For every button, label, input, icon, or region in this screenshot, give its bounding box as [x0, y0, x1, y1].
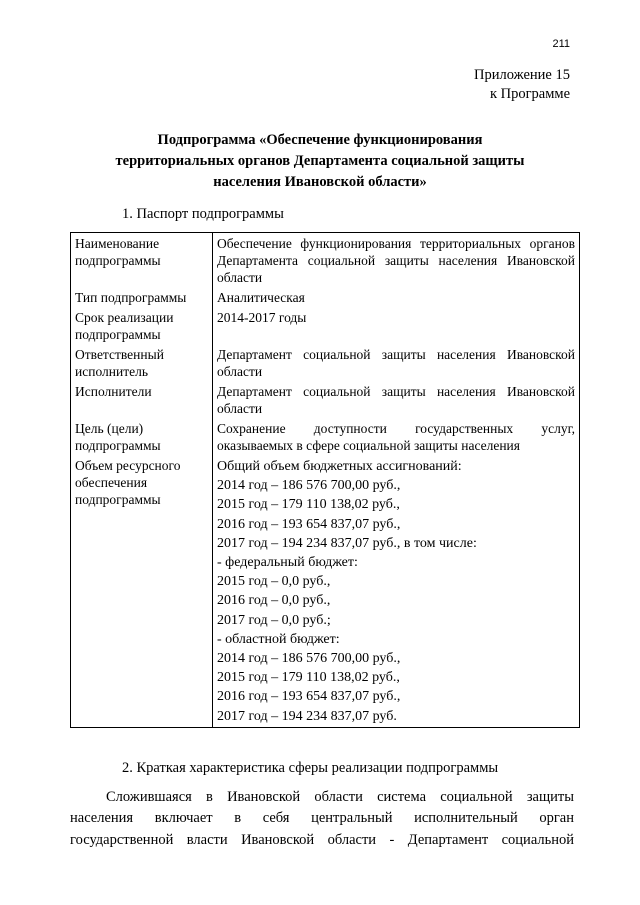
label-line: подпрограммы	[75, 327, 161, 342]
subprogram-title	[70, 130, 570, 193]
appendix-line-2: к Программе	[489, 86, 570, 102]
appendix-line-1: Приложение 15	[474, 67, 570, 83]
label-line: Ответственный	[75, 347, 164, 362]
table-row	[71, 455, 580, 727]
label-line: подпрограммы	[75, 492, 161, 507]
appendix-reference	[474, 66, 570, 104]
table-row	[71, 233, 580, 288]
funding-line: 2015 год – 179 110 138,02 руб.,	[217, 670, 400, 686]
table-row	[71, 381, 580, 418]
row-value-term: 2014-2017 годы	[213, 307, 580, 344]
row-label-responsible	[71, 344, 213, 381]
label-line: подпрограммы	[75, 253, 161, 268]
page-number: 211	[552, 38, 570, 50]
funding-line: 2015 год – 179 110 138,02 руб.,	[217, 497, 400, 513]
row-label-term	[71, 307, 213, 344]
funding-line: 2017 год – 194 234 837,07 руб.	[217, 708, 397, 724]
row-value-responsible: Департамент социальной защиты населения Ивановской области	[213, 344, 580, 381]
row-value-goal: Сохранение доступности государственных услуг, оказываемых в сфере социальной защиты населения	[213, 418, 580, 455]
paragraph-line: Сложившаяся в Ивановской области система социальной защиты	[106, 789, 574, 805]
funding-line: 2017 год – 0,0 руб.;	[217, 612, 331, 628]
title-line-1: Подпрограмма «Обеспечение функционирования	[157, 132, 483, 148]
funding-line: 2014 год – 186 576 700,00 руб.,	[217, 651, 401, 667]
label-line: Объем ресурсного	[75, 458, 181, 473]
row-value-funding	[213, 455, 580, 727]
row-label-goal	[71, 418, 213, 455]
passport-table	[70, 232, 580, 728]
row-label-executors: Исполнители	[71, 381, 213, 418]
paragraph-line: населения включает в себя центральный исполнительный орган	[70, 810, 574, 827]
section-1-heading: 1. Паспорт подпрограммы	[122, 206, 284, 222]
row-value-executors: Департамент социальной защиты населения Ивановской области	[213, 381, 580, 418]
funding-line: 2015 год – 0,0 руб.,	[217, 574, 331, 590]
funding-line: 2017 год – 194 234 837,07 руб., в том числе:	[217, 535, 477, 551]
table-row	[71, 344, 580, 381]
table-row	[71, 287, 580, 307]
funding-line: Общий объем бюджетных ассигнований:	[217, 459, 462, 474]
table-row	[71, 307, 580, 344]
funding-line: 2014 год – 186 576 700,00 руб.,	[217, 478, 401, 494]
funding-line: - областной бюджет:	[217, 631, 340, 647]
funding-line: 2016 год – 0,0 руб.,	[217, 593, 331, 609]
row-value-type: Аналитическая	[213, 287, 580, 307]
title-line-3: населения Ивановской области»	[213, 174, 427, 190]
row-value-name: Обеспечение функционирования территориальных органов Департамента социальной защиты населения Ивановской области	[213, 233, 580, 288]
funding-line: 2016 год – 193 654 837,07 руб.,	[217, 689, 401, 705]
paragraph-line: государственной власти Ивановской области - Департамент социальной	[70, 831, 574, 848]
row-label-funding	[71, 455, 213, 727]
title-line-2: территориальных органов Департамента социальной защиты	[115, 153, 525, 169]
label-line: Срок реализации	[75, 310, 174, 325]
funding-line: 2016 год – 193 654 837,07 руб.,	[217, 516, 401, 532]
body-paragraph	[70, 787, 574, 851]
row-label-name	[71, 233, 213, 288]
section-2-heading: 2. Краткая характеристика сферы реализации подпрограммы	[122, 760, 499, 776]
table-row	[71, 418, 580, 455]
funding-line: - федеральный бюджет:	[217, 555, 358, 571]
label-line: Наименование	[75, 236, 160, 251]
label-line: обеспечения	[75, 475, 148, 490]
label-line: подпрограммы	[75, 438, 161, 453]
row-label-type: Тип подпрограммы	[71, 287, 213, 307]
label-line: Цель (цели)	[75, 421, 144, 436]
label-line: исполнитель	[75, 364, 148, 379]
